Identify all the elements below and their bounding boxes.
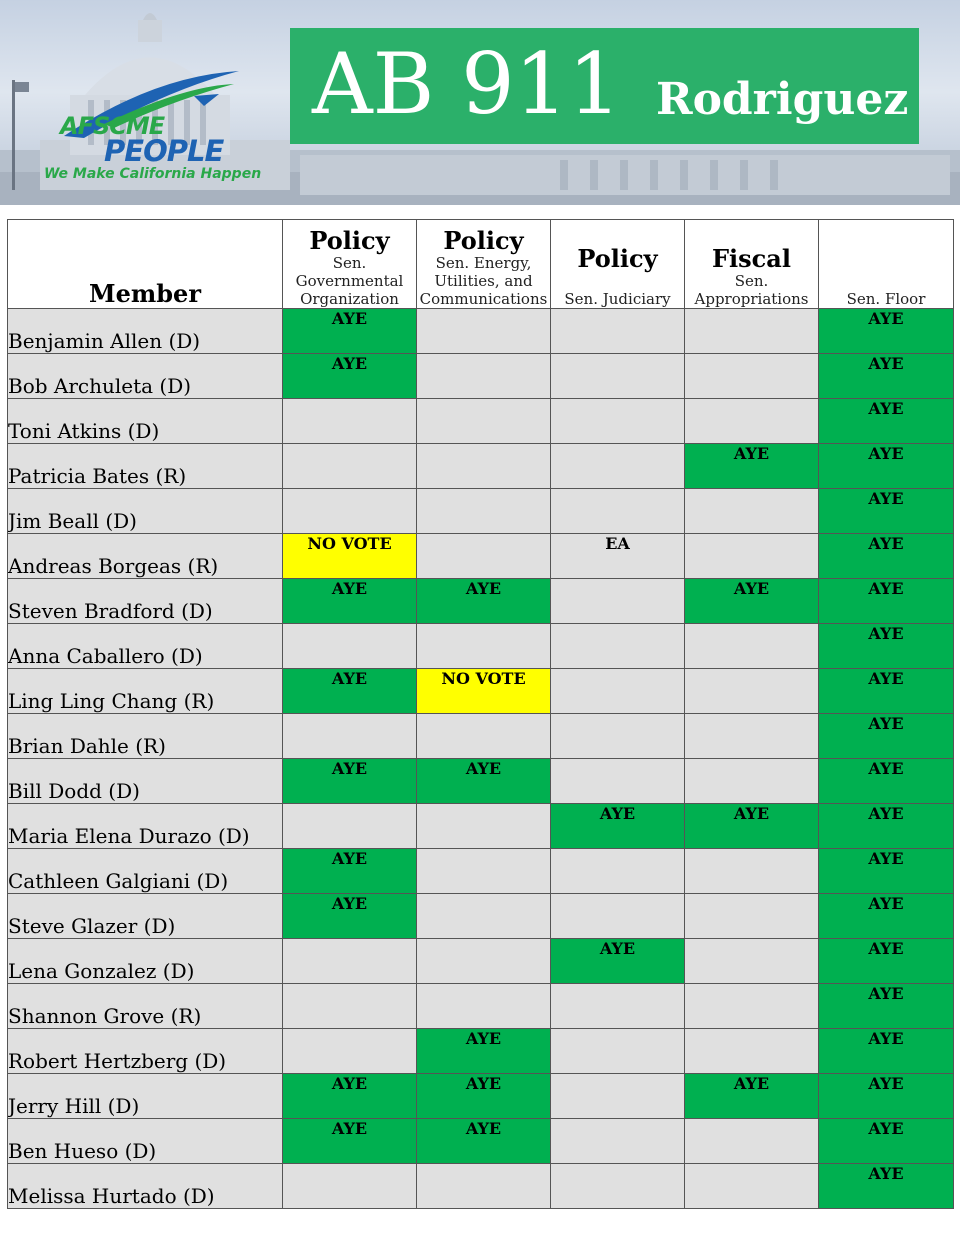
vote-floor-cell: AYE (819, 759, 954, 804)
vote-gov-org-cell: AYE (283, 894, 417, 939)
vote-gov-org-cell (283, 1029, 417, 1074)
vote-appropriations-cell (685, 759, 819, 804)
vote-appropriations-cell (685, 309, 819, 354)
vote-floor-cell: AYE (819, 894, 954, 939)
member-name: Benjamin Allen (D) (8, 309, 283, 354)
vote-energy-cell (417, 534, 551, 579)
vote-gov-org-cell: AYE (283, 354, 417, 399)
vote-gov-org-cell (283, 1164, 417, 1209)
vote-floor-cell: AYE (819, 1029, 954, 1074)
vote-floor-cell: AYE (819, 984, 954, 1029)
vote-gov-org-cell: AYE (283, 759, 417, 804)
vote-table (7, 219, 954, 1209)
column-header-floor (819, 220, 954, 309)
member-column-header: Member (8, 220, 283, 309)
vote-floor-cell: AYE (819, 1164, 954, 1209)
vote-energy-cell (417, 354, 551, 399)
vote-judiciary-cell (551, 849, 685, 894)
vote-floor-cell: AYE (819, 399, 954, 444)
column-category: Policy (309, 226, 390, 255)
bill-number: AB 911 (312, 35, 622, 133)
member-name: Patricia Bates (R) (8, 444, 283, 489)
vote-gov-org-cell (283, 804, 417, 849)
vote-appropriations-cell (685, 354, 819, 399)
vote-appropriations-cell: AYE (685, 804, 819, 849)
vote-energy-cell (417, 624, 551, 669)
vote-energy-cell: AYE (417, 759, 551, 804)
vote-gov-org-cell (283, 489, 417, 534)
column-header-judiciary (551, 220, 685, 309)
table-row (8, 399, 954, 444)
member-name: Andreas Borgeas (R) (8, 534, 283, 579)
vote-judiciary-cell (551, 579, 685, 624)
header-banner (0, 0, 960, 205)
vote-appropriations-cell (685, 714, 819, 759)
vote-energy-cell (417, 714, 551, 759)
member-name: Lena Gonzalez (D) (8, 939, 283, 984)
vote-judiciary-cell (551, 759, 685, 804)
vote-judiciary-cell (551, 399, 685, 444)
vote-appropriations-cell (685, 489, 819, 534)
vote-energy-cell (417, 399, 551, 444)
table-row (8, 669, 954, 714)
table-row (8, 534, 954, 579)
column-committee: Sen. Energy, Utilities, and Communications (419, 254, 548, 308)
member-name: Toni Atkins (D) (8, 399, 283, 444)
table-row (8, 1119, 954, 1164)
table-row (8, 309, 954, 354)
table-row (8, 1074, 954, 1119)
vote-gov-org-cell: AYE (283, 579, 417, 624)
vote-floor-cell: AYE (819, 354, 954, 399)
vote-judiciary-cell: AYE (551, 804, 685, 849)
vote-judiciary-cell: EA (551, 534, 685, 579)
vote-floor-cell: AYE (819, 489, 954, 534)
vote-floor-cell: AYE (819, 1074, 954, 1119)
vote-floor-cell: AYE (819, 669, 954, 714)
vote-gov-org-cell: AYE (283, 1074, 417, 1119)
vote-gov-org-cell (283, 399, 417, 444)
vote-gov-org-cell: NO VOTE (283, 534, 417, 579)
column-header-appropriations (685, 220, 819, 309)
column-committee: Sen. Governmental Organization (295, 254, 404, 308)
member-name: Steve Glazer (D) (8, 894, 283, 939)
vote-judiciary-cell (551, 444, 685, 489)
member-name: Anna Caballero (D) (8, 624, 283, 669)
column-header-energy (417, 220, 551, 309)
member-name: Steven Bradford (D) (8, 579, 283, 624)
table-row (8, 624, 954, 669)
column-header-gov-org (283, 220, 417, 309)
logo-afscme-text: AFSCME (60, 112, 165, 140)
vote-energy-cell (417, 444, 551, 489)
vote-energy-cell (417, 849, 551, 894)
vote-appropriations-cell (685, 1029, 819, 1074)
vote-energy-cell (417, 984, 551, 1029)
table-row (8, 354, 954, 399)
member-name: Bob Archuleta (D) (8, 354, 283, 399)
vote-gov-org-cell: AYE (283, 309, 417, 354)
vote-energy-cell (417, 804, 551, 849)
vote-appropriations-cell (685, 534, 819, 579)
table-row (8, 894, 954, 939)
vote-floor-cell: AYE (819, 939, 954, 984)
vote-judiciary-cell (551, 1074, 685, 1119)
vote-appropriations-cell (685, 1164, 819, 1209)
vote-judiciary-cell (551, 354, 685, 399)
afscme-people-logo (44, 66, 284, 191)
vote-judiciary-cell (551, 1164, 685, 1209)
vote-gov-org-cell: AYE (283, 669, 417, 714)
vote-gov-org-cell: AYE (283, 1119, 417, 1164)
vote-judiciary-cell (551, 489, 685, 534)
vote-gov-org-cell (283, 444, 417, 489)
vote-judiciary-cell: AYE (551, 939, 685, 984)
member-name: Brian Dahle (R) (8, 714, 283, 759)
table-row (8, 849, 954, 894)
vote-appropriations-cell: AYE (685, 579, 819, 624)
member-name: Shannon Grove (R) (8, 984, 283, 1029)
vote-energy-cell: AYE (417, 1074, 551, 1119)
vote-judiciary-cell (551, 714, 685, 759)
vote-floor-cell: AYE (819, 444, 954, 489)
member-name: Robert Hertzberg (D) (8, 1029, 283, 1074)
vote-judiciary-cell (551, 624, 685, 669)
table-row (8, 1164, 954, 1209)
vote-gov-org-cell (283, 624, 417, 669)
vote-appropriations-cell (685, 984, 819, 1029)
vote-floor-cell: AYE (819, 534, 954, 579)
column-committee: Sen. Appropriations (694, 272, 809, 308)
vote-floor-cell: AYE (819, 849, 954, 894)
vote-floor-cell: AYE (819, 579, 954, 624)
vote-appropriations-cell (685, 399, 819, 444)
vote-appropriations-cell (685, 849, 819, 894)
column-category: Policy (577, 244, 658, 273)
table-row (8, 759, 954, 804)
vote-floor-cell: AYE (819, 1119, 954, 1164)
vote-judiciary-cell (551, 984, 685, 1029)
vote-energy-cell: AYE (417, 1029, 551, 1074)
vote-energy-cell: NO VOTE (417, 669, 551, 714)
vote-energy-cell (417, 309, 551, 354)
vote-energy-cell (417, 489, 551, 534)
vote-judiciary-cell (551, 669, 685, 714)
vote-floor-cell: AYE (819, 624, 954, 669)
bill-title-box (290, 28, 919, 144)
vote-appropriations-cell: AYE (685, 1074, 819, 1119)
member-name: Cathleen Galgiani (D) (8, 849, 283, 894)
vote-appropriations-cell (685, 1119, 819, 1164)
table-header-row (8, 220, 954, 309)
vote-energy-cell (417, 894, 551, 939)
table-row (8, 714, 954, 759)
vote-gov-org-cell (283, 984, 417, 1029)
bill-author: Rodriguez (656, 74, 909, 125)
vote-judiciary-cell (551, 1029, 685, 1074)
member-name: Jerry Hill (D) (8, 1074, 283, 1119)
vote-floor-cell: AYE (819, 804, 954, 849)
vote-appropriations-cell (685, 939, 819, 984)
table-row (8, 489, 954, 534)
column-committee: Sen. Floor (846, 290, 926, 308)
vote-floor-cell: AYE (819, 714, 954, 759)
vote-appropriations-cell (685, 894, 819, 939)
table-row (8, 444, 954, 489)
member-name: Melissa Hurtado (D) (8, 1164, 283, 1209)
column-category: Fiscal (712, 244, 791, 273)
table-row (8, 579, 954, 624)
vote-energy-cell (417, 1164, 551, 1209)
vote-energy-cell (417, 939, 551, 984)
vote-judiciary-cell (551, 894, 685, 939)
table-row (8, 1029, 954, 1074)
member-name: Jim Beall (D) (8, 489, 283, 534)
member-name: Bill Dodd (D) (8, 759, 283, 804)
member-name: Maria Elena Durazo (D) (8, 804, 283, 849)
vote-energy-cell: AYE (417, 1119, 551, 1164)
vote-table-body (8, 309, 954, 1209)
vote-floor-cell: AYE (819, 309, 954, 354)
table-row (8, 804, 954, 849)
logo-people-text: PEOPLE (104, 134, 224, 168)
table-row (8, 984, 954, 1029)
vote-judiciary-cell (551, 1119, 685, 1164)
vote-gov-org-cell (283, 714, 417, 759)
logo-tagline: We Make California Happen (44, 166, 262, 182)
vote-gov-org-cell (283, 939, 417, 984)
column-category: Policy (443, 226, 524, 255)
vote-appropriations-cell (685, 624, 819, 669)
vote-energy-cell: AYE (417, 579, 551, 624)
table-row (8, 939, 954, 984)
vote-judiciary-cell (551, 309, 685, 354)
column-committee: Sen. Judiciary (564, 290, 671, 308)
vote-appropriations-cell (685, 669, 819, 714)
vote-gov-org-cell: AYE (283, 849, 417, 894)
member-name: Ben Hueso (D) (8, 1119, 283, 1164)
vote-appropriations-cell: AYE (685, 444, 819, 489)
member-name: Ling Ling Chang (R) (8, 669, 283, 714)
